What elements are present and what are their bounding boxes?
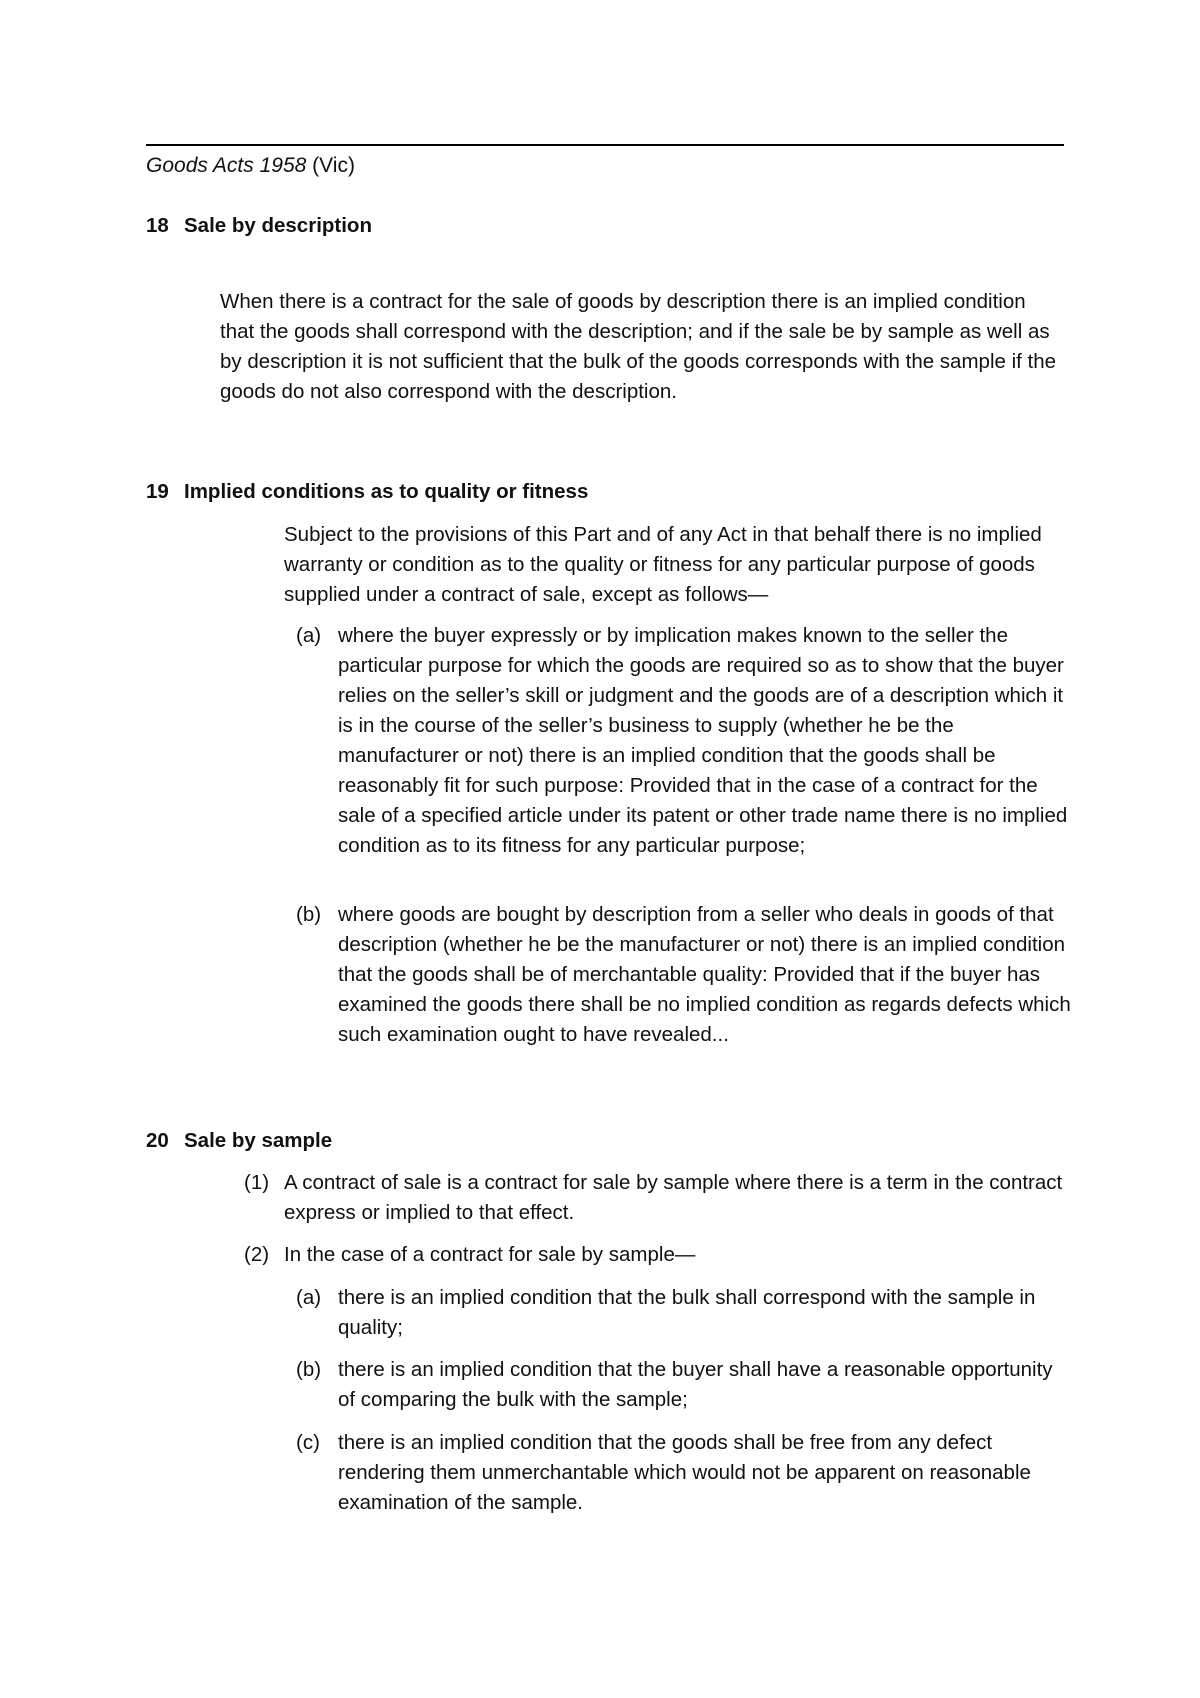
item-text: where goods are bought by description from a seller who deals in goods of that description (whether he be the manufacturer or not) there is an implied condition that the goods shall be of merchantable quality: Provided that if the buyer has examined the goods there shall be no implied condition as regards defects which such examination ought to have revealed... [338,903,1071,1046]
section-18-heading [146,211,372,241]
header-rule [146,144,1064,146]
section-title: Sale by sample [184,1129,333,1152]
section-title: Sale by description [184,214,372,237]
item-label: (b) [296,903,322,926]
section-20-heading [146,1126,332,1156]
act-citation [146,150,355,182]
section-title: Implied conditions as to quality or fitness [184,480,589,503]
item-label: (c) [296,1431,320,1454]
item-text: where the buyer expressly or by implication makes known to the seller the particular purpose for which the goods are required so as to show that the buyer relies on the seller’s skill or judgment and the goods are of a description which it is in the course of the seller’s business to supply (whether he be the manufacturer or not) there is an implied condition that the goods shall be reasonably fit for such purpose: Provided that in the case of a contract for the sale of a specified article under its patent or other trade name there is no implied condition as to its fitness for any particular purpose; [338,624,1068,857]
section-number: 19 [146,480,169,503]
item-label: (a) [296,624,322,647]
section-number: 18 [146,214,169,237]
subsection-text: In the case of a contract for sale by sample— [284,1243,696,1266]
item-text: there is an implied condition that the bulk shall correspond with the sample in quality; [338,1286,1036,1339]
subsection-label: (2) [244,1243,270,1266]
subsection-label: (1) [244,1171,270,1194]
item-text: there is an implied condition that the goods shall be free from any defect rendering them unmerchantable which would not be apparent on reasonable examination of the sample. [338,1431,1031,1514]
section-19-heading [146,477,588,507]
section-number: 20 [146,1129,169,1152]
item-label: (a) [296,1286,322,1309]
act-jurisdiction: (Vic) [312,154,355,177]
item-text: there is an implied condition that the buyer shall have a reasonable opportunity of comparing the bulk with the sample; [338,1358,1053,1411]
subsection-text: A contract of sale is a contract for sale by sample where there is a term in the contract express or implied to that effect. [284,1171,1063,1224]
act-title: Goods Acts 1958 [146,154,307,177]
section-18-text: When there is a contract for the sale of goods by description there is an implied condition that the goods shall correspond with the description; and if the sale be by sample as well as by description it is not sufficient that the bulk of the goods corresponds with the sample if the goods do not also correspond with the description. [220,290,1057,403]
section-19-intro: Subject to the provisions of this Part and of any Act in that behalf there is no implied warranty or condition as to the quality or fitness for any particular purpose of goods supplied under a contract of sale, except as follows— [284,523,1042,606]
item-label: (b) [296,1358,322,1381]
